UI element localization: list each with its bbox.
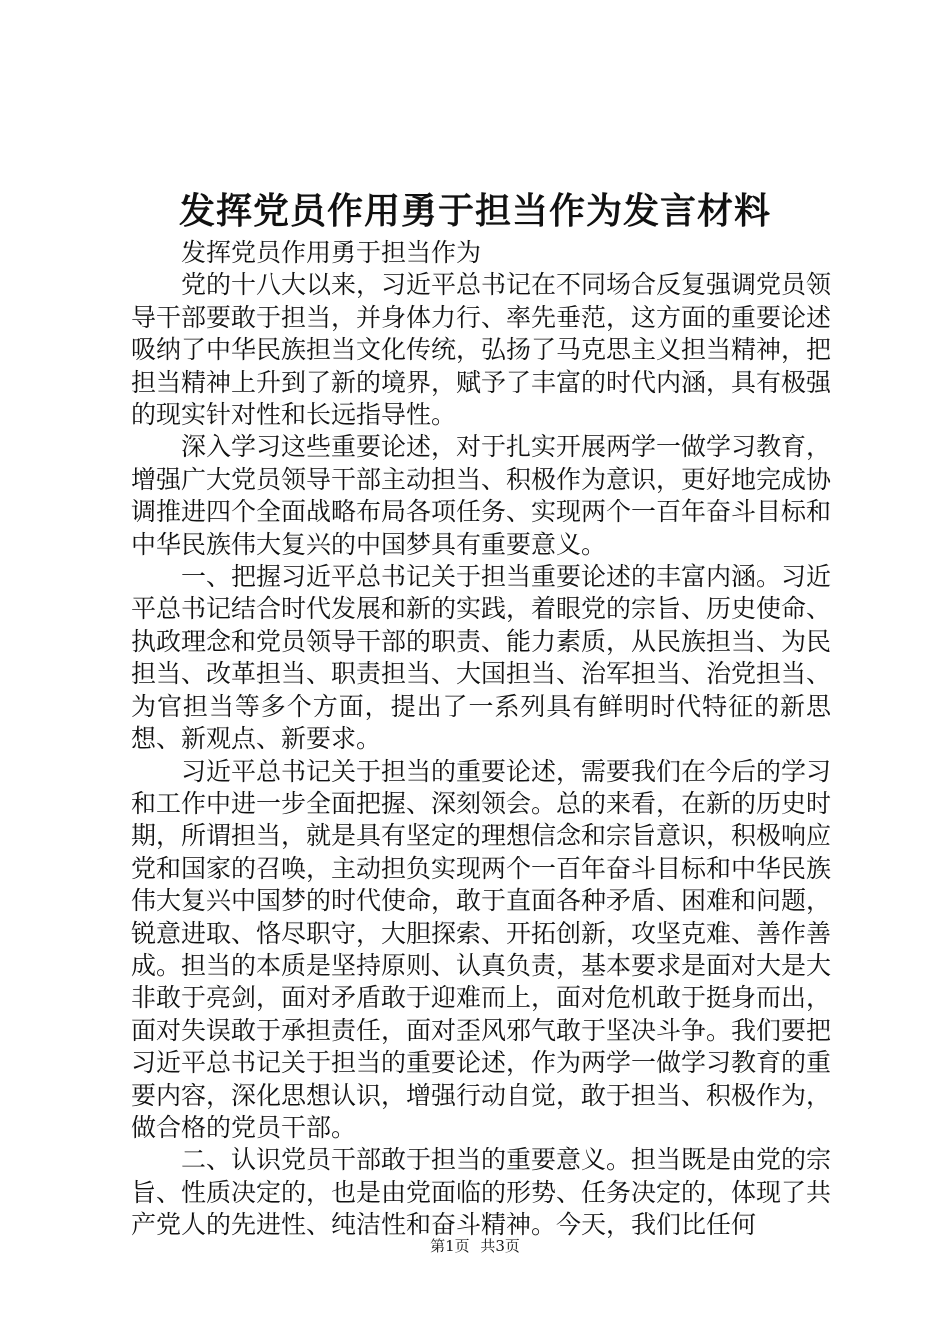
page-footer [0, 1236, 950, 1256]
paragraph: 二、认识党员干部敢于担当的重要意义。担当既是由党的宗旨、性质决定的，也是由党面临的形势、任务决定的，体现了共产党人的先进性、纯洁性和奋斗精神。今天，我们比任何 [131, 1145, 832, 1240]
paragraph: 深入学习这些重要论述，对于扎实开展两学一做学习教育，增强广大党员领导干部主动担当、积极作为意识，更好地完成协调推进四个全面战略布局各项任务、实现两个一百年奋斗目标和中华民族伟大复兴的中国梦具有重要意义。 [131, 432, 832, 559]
paragraph: 一、把握习近平总书记关于担当重要论述的丰富内涵。习近平总书记结合时代发展和新的实践，着眼党的宗旨、历史使命、执政理念和党员领导干部的职责、能力素质，从民族担当、为民担当、改革担当、职责担当、大国担当、治军担当、治党担当、为官担当等多个方面，提出了一系列具有鲜明时代特征的新思想、新观点、新要求。 [131, 562, 832, 754]
document-body [131, 237, 831, 1242]
page-total: 共3页 [480, 1237, 520, 1255]
document-title: 发挥党员作用勇于担当作为发言材料 [178, 190, 771, 232]
paragraph-subtitle: 发挥党员作用勇于担当作为 [181, 238, 482, 267]
paragraph: 习近平总书记关于担当的重要论述，需要我们在今后的学习和工作中进一步全面把握、深刻领会。总的来看，在新的历史时期，所谓担当，就是具有坚定的理想信念和宗旨意识，积极响应党和国家的召唤，主动担负实现两个一百年奋斗目标和中华民族伟大复兴中国梦的时代使命，敢于直面各种矛盾、困难和问题，锐意进取、恪尽职守，大胆探索、开拓创新，攻坚克难、善作善成。担当的本质是坚持原则、认真负责，基本要求是面对大是大非敢于亮剑，面对矛盾敢于迎难而上，面对危机敢于挺身而出，面对失误敢于承担责任，面对歪风邪气敢于坚决斗争。我们要把习近平总书记关于担当的重要论述，作为两学一做学习教育的重要内容，深化思想认识，增强行动自觉，敢于担当、积极作为，做合格的党员干部。 [131, 756, 832, 1142]
page-number: 第1页 [430, 1237, 470, 1255]
paragraph: 党的十八大以来，习近平总书记在不同场合反复强调党员领导干部要敢于担当，并身体力行、率先垂范，这方面的重要论述吸纳了中华民族担当文化传统，弘扬了马克思主义担当精神，把担当精神上升到了新的境界，赋予了丰富的时代内涵，具有极强的现实针对性和长远指导性。 [131, 270, 832, 430]
